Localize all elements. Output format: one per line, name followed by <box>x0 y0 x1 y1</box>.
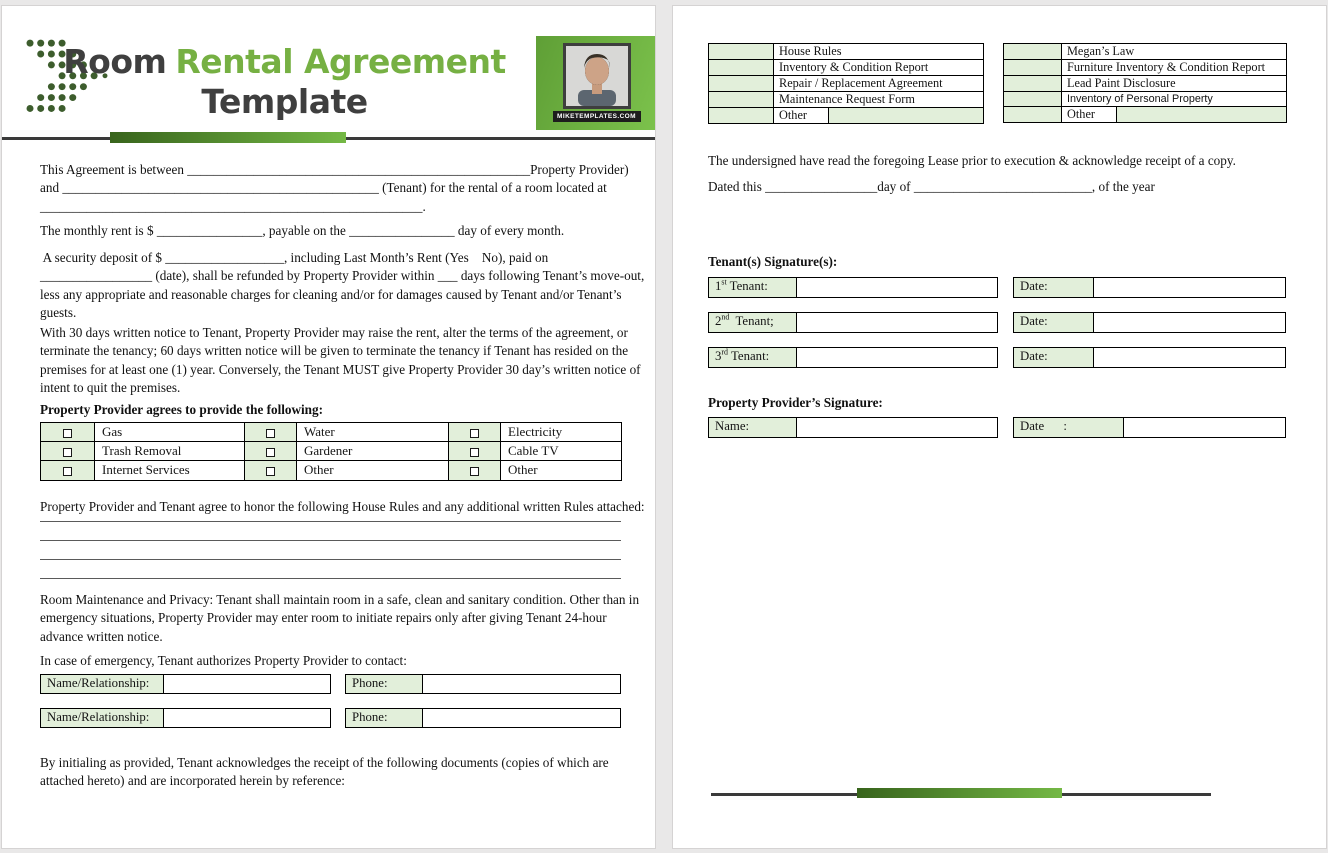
field-label: Phone: <box>346 675 423 693</box>
signature-input[interactable] <box>797 278 997 297</box>
document-label: Furniture Inventory & Condition Report <box>1062 60 1287 76</box>
text-line: emergency situations, Property Provider may enter room to initiate repairs only after giving Tenant 24-hour <box>40 610 607 626</box>
text-line: With 30 days written notice to Tenant, Property Provider may raise the rent, alter the terms of the agreement, or <box>40 325 628 340</box>
document-label: Maintenance Request Form <box>774 92 984 108</box>
checkbox-cell[interactable] <box>449 423 501 442</box>
document-label: Other <box>1062 107 1117 123</box>
header-divider-bar <box>110 132 346 143</box>
emergency-intro <box>40 652 407 670</box>
utility-label: Gardener <box>297 442 449 461</box>
utility-label: Other <box>501 461 622 480</box>
name-relationship-input[interactable] <box>164 675 330 693</box>
emergency-contact-1-name-field <box>40 674 331 694</box>
dated-line <box>708 178 1155 196</box>
initials-cell[interactable] <box>1004 107 1062 123</box>
utility-label: Other <box>297 461 449 480</box>
table-row <box>709 108 984 124</box>
text-line: less any appropriate and reasonable charges for cleaning and/or for damages caused by Tenant and/or Tenant’s <box>40 286 622 302</box>
initials-cell[interactable] <box>1004 44 1062 60</box>
table-row <box>1004 92 1287 107</box>
tenant-1-date-field <box>1013 277 1286 298</box>
other-fill-cell[interactable] <box>829 108 984 124</box>
rent-paragraph <box>40 222 564 240</box>
initials-cell[interactable] <box>1004 76 1062 92</box>
text-line: advance written notice. <box>40 628 163 644</box>
label-text: Tenant; <box>729 314 774 328</box>
checkbox-icon[interactable] <box>63 467 72 476</box>
document-label: Repair / Replacement Agreement <box>774 76 984 92</box>
tenant-signature-heading <box>708 253 837 271</box>
table-row <box>1004 107 1287 123</box>
brand-caption: MIKETEMPLATES.COM <box>553 111 641 122</box>
undersigned-paragraph <box>708 152 1236 170</box>
tenant-3-date-field <box>1013 347 1286 368</box>
date-input[interactable] <box>1094 278 1285 297</box>
emergency-contact-2-name-field <box>40 708 331 728</box>
initials-cell[interactable] <box>709 60 774 76</box>
table-row <box>1004 76 1287 92</box>
checkbox-cell[interactable] <box>449 442 501 461</box>
text-line: Room Maintenance and Privacy: Tenant shall maintain room in a safe, clean and sanitary condition. Other than in <box>40 592 640 607</box>
house-rules-intro <box>40 498 645 516</box>
other-fill-cell[interactable] <box>1117 107 1287 123</box>
parties-paragraph <box>40 161 629 216</box>
field-label <box>709 278 797 297</box>
initials-cell[interactable] <box>709 108 774 124</box>
checkbox-icon[interactable] <box>266 429 275 438</box>
table-row <box>1004 44 1287 60</box>
house-rule-blank-line[interactable] <box>40 578 621 579</box>
house-rule-blank-line[interactable] <box>40 521 621 522</box>
emergency-contact-1-phone-field <box>345 674 621 694</box>
title-line-1 <box>47 42 522 82</box>
field-label: Date : <box>1014 418 1124 437</box>
text-line: The monthly rent is $ ________________, payable on the ________________ day of every month. <box>40 223 565 238</box>
page-title <box>47 42 522 122</box>
checkbox-cell[interactable] <box>245 442 297 461</box>
field-label: Name/Relationship: <box>41 709 164 727</box>
document-label: Inventory & Condition Report <box>774 60 984 76</box>
utility-label: Electricity <box>501 423 622 442</box>
text-line: intent to quit the premises. <box>40 380 181 396</box>
utility-label: Internet Services <box>95 461 245 480</box>
provider-date-field <box>1013 417 1286 438</box>
emergency-contact-2-phone-field <box>345 708 621 728</box>
text-line: The undersigned have read the foregoing Lease prior to execution & acknowledge receipt of a copy. <box>708 153 1236 168</box>
provides-heading <box>40 401 323 419</box>
checkbox-icon[interactable] <box>470 448 479 457</box>
field-label <box>709 313 797 332</box>
checkbox-cell[interactable] <box>245 461 297 480</box>
date-input[interactable] <box>1124 418 1285 437</box>
text-line: and ________________________________________________ (Tenant) for the rental of a room located at <box>40 180 607 196</box>
section-heading: Tenant(s) Signature(s): <box>708 254 838 269</box>
text-line: Dated this _________________day of ___________________________, of the year <box>708 179 1155 194</box>
signature-input[interactable] <box>797 348 997 367</box>
title-word-template: Template <box>201 82 368 121</box>
checkbox-icon[interactable] <box>470 467 479 476</box>
tenant-1-signature-field <box>708 277 998 298</box>
initials-cell[interactable] <box>1004 92 1062 107</box>
section-heading: Property Provider agrees to provide the following: <box>40 402 324 417</box>
text-line: __________________________________________________________. <box>40 198 426 214</box>
documents-table-right <box>1003 43 1287 123</box>
date-input[interactable] <box>1094 313 1285 332</box>
tenant-3-signature-field <box>708 347 998 368</box>
provider-signature-heading <box>708 394 883 412</box>
utility-label: Water <box>297 423 449 442</box>
text-line: A security deposit of $ __________________, including Last Month’s Rent (Yes No), paid on <box>40 250 549 265</box>
table-row <box>41 442 622 461</box>
field-label <box>709 348 797 367</box>
checkbox-icon[interactable] <box>63 448 72 457</box>
text-line: In case of emergency, Tenant authorizes Property Provider to contact: <box>40 653 407 668</box>
phone-input[interactable] <box>423 709 620 727</box>
ordinal: 1 <box>715 279 722 293</box>
field-label: Date: <box>1014 348 1094 367</box>
table-row <box>709 76 984 92</box>
label-text: Tenant: <box>726 279 768 293</box>
maintenance-paragraph <box>40 591 639 646</box>
initials-cell[interactable] <box>709 76 774 92</box>
section-heading: Property Provider’s Signature: <box>708 395 883 410</box>
brand-photo-badge <box>536 36 656 130</box>
signature-input[interactable] <box>797 313 997 332</box>
document-label: Lead Paint Disclosure <box>1062 76 1287 92</box>
table-row <box>709 44 984 60</box>
document-label: Inventory of Personal Property <box>1062 92 1287 107</box>
text-line: _________________ (date), shall be refunded by Property Provider within ___ days following Tenant’s move-out, <box>40 268 645 284</box>
checkbox-icon[interactable] <box>63 429 72 438</box>
tenant-2-date-field <box>1013 312 1286 333</box>
title-words-rental-agreement: Rental Agreement <box>175 42 506 81</box>
checkbox-cell[interactable] <box>41 423 95 442</box>
utilities-table <box>40 422 622 481</box>
ordinal: 2 <box>715 314 722 328</box>
tenant-2-signature-field <box>708 312 998 333</box>
house-rule-blank-line[interactable] <box>40 559 621 560</box>
field-label: Phone: <box>346 709 423 727</box>
table-row <box>709 60 984 76</box>
text-line: By initialing as provided, Tenant acknowledges the receipt of the following documents (copies of which are <box>40 755 609 770</box>
table-row <box>41 461 622 480</box>
table-row <box>709 92 984 108</box>
initials-cell[interactable] <box>709 44 774 60</box>
utility-label: Trash Removal <box>95 442 245 461</box>
ordinal: 3 <box>715 349 722 363</box>
provider-name-field <box>708 417 998 438</box>
text-line: attached hereto) and are incorporated herein by reference: <box>40 773 345 789</box>
label-text: Tenant: <box>728 349 770 363</box>
document-label: House Rules <box>774 44 984 60</box>
ordinal-suffix: rd <box>721 348 729 357</box>
phone-input[interactable] <box>423 675 620 693</box>
utility-label: Gas <box>95 423 245 442</box>
table-row <box>1004 60 1287 76</box>
initialing-paragraph <box>40 754 609 791</box>
title-word-room: Room <box>63 42 167 81</box>
checkbox-icon[interactable] <box>470 429 479 438</box>
name-input[interactable] <box>797 418 997 437</box>
field-label: Date: <box>1014 313 1094 332</box>
documents-table-left <box>708 43 984 124</box>
field-label: Name/Relationship: <box>41 675 164 693</box>
initials-cell[interactable] <box>1004 60 1062 76</box>
footer-divider-bar <box>857 788 1062 798</box>
ordinal-suffix: st <box>721 278 727 287</box>
notice-paragraph <box>40 324 641 398</box>
initials-cell[interactable] <box>709 92 774 108</box>
table-row <box>41 423 622 442</box>
checkbox-icon[interactable] <box>266 448 275 457</box>
checkbox-cell[interactable] <box>41 461 95 480</box>
text-line: terminate the tenancy; 60 days written notice will be given to terminate the tenancy if Tenant has resided on the <box>40 343 629 359</box>
ordinal-suffix: nd <box>721 313 730 322</box>
house-rule-blank-line[interactable] <box>40 540 621 541</box>
field-label: Name: <box>709 418 797 437</box>
checkbox-cell[interactable] <box>245 423 297 442</box>
document-page-1 <box>1 5 656 849</box>
text-line: guests. <box>40 305 77 321</box>
checkbox-cell[interactable] <box>41 442 95 461</box>
name-relationship-input[interactable] <box>164 709 330 727</box>
deposit-paragraph <box>40 249 644 323</box>
document-label: Other <box>774 108 829 124</box>
portrait-illustration <box>566 46 628 106</box>
text-line: This Agreement is between ____________________________________________________Property Provider) <box>40 162 629 177</box>
portrait-photo <box>563 43 631 109</box>
date-input[interactable] <box>1094 348 1285 367</box>
checkbox-cell[interactable] <box>449 461 501 480</box>
field-label: Date: <box>1014 278 1094 297</box>
document-page-2 <box>672 5 1327 849</box>
text-line: premises for at least one (1) year. Conversely, the Tenant MUST give Property Provider 30 day’s written notice of <box>40 361 641 377</box>
checkbox-icon[interactable] <box>266 467 275 476</box>
document-label: Megan’s Law <box>1062 44 1287 60</box>
text-line: Property Provider and Tenant agree to honor the following House Rules and any additional written Rules attached: <box>40 499 645 514</box>
utility-label: Cable TV <box>501 442 622 461</box>
